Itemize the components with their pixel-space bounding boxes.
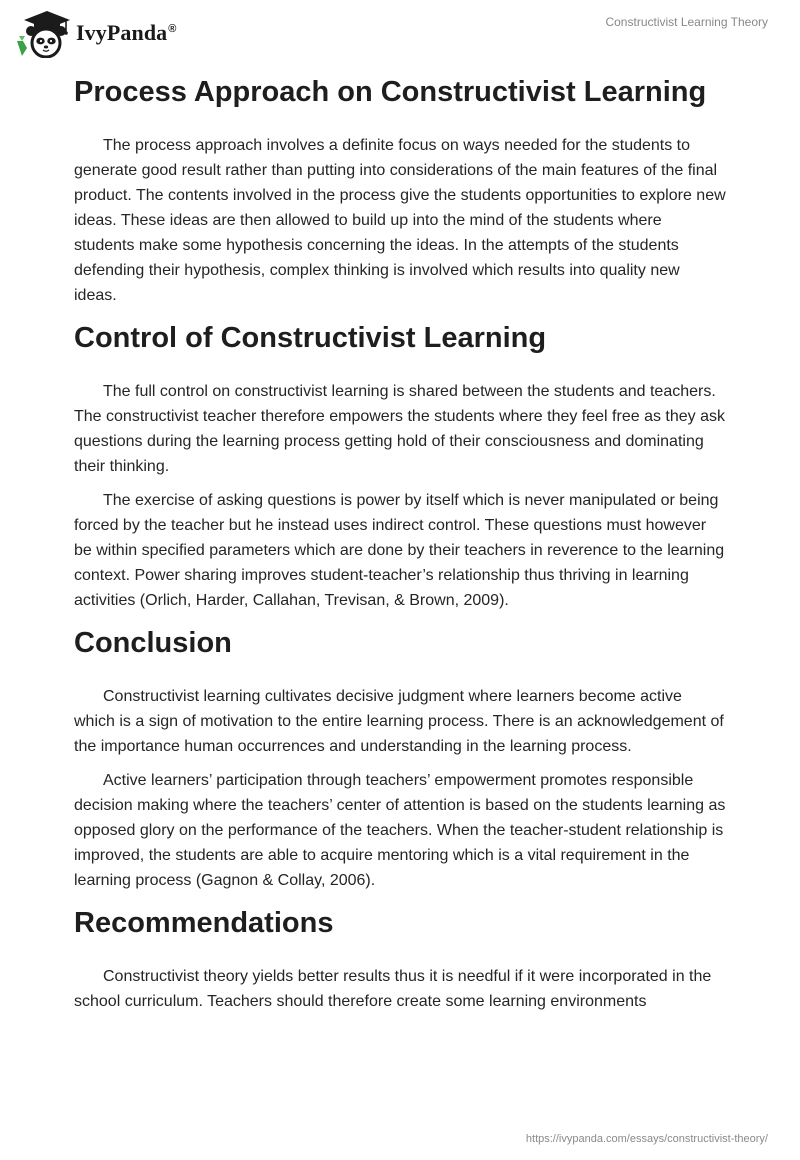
paragraph: Constructivist theory yields better results thus it is needful if it were incorporated in the school curriculum. Teachers should therefore create some learning environments [74,968,712,1010]
section-heading: Control of Constructivist Learning [74,322,547,354]
section-heading: Process Approach on Constructivist Learning [74,76,707,108]
paragraph: The exercise of asking questions is power by itself which is never manipulated or being forced by the teacher but he instead uses indirect control. These questions must however be within specified parameters which are done by their teachers in reverence to the learning context. Power sharing improves student-teacher’s relationship thus thriving in learning activities (Orlich, Harder, Callahan, Trevisan, & Brown, 2009). [74,492,725,609]
section-heading: Recommendations [74,907,334,939]
registered-mark: ® [168,22,177,35]
page-header [0,0,800,70]
section-heading: Conclusion [74,627,232,659]
running-title: Constructivist Learning Theory [605,15,768,29]
paragraph: Active learners’ participation through teachers’ empowerment promotes responsible decision making where the teachers’ center of attention is based on the students learning as opposed glory on the performance of the teachers. When the teacher-student relationship is improved, the students are able to acquire mentoring which is a vital requirement in the learning process (Gagnon & Collay, 2006). [74,772,726,889]
paragraph: The full control on constructivist learning is shared between the students and teachers. The constructivist teacher therefore empowers the students where they feel free as they ask questions during the learning process getting hold of their consciousness and dominating their thinking. [74,383,725,475]
essay-content [74,70,726,1023]
paragraph: Constructivist learning cultivates decisive judgment where learners become active which is a sign of motivation to the entire learning process. There is an acknowledgement of the importance human occurrences and understanding in the learning process. [74,688,724,755]
brand-logo[interactable] [14,8,177,58]
paragraph: The process approach involves a definite focus on ways needed for the students to generate good result rather than putting into considerations of the main features of the final product. The contents involved in the process give the students opportunities to explore new ideas. These ideas are then allowed to build up into the mind of the students where students make some hypothesis concerning the ideas. In the attempts of the students defending their hypothesis, complex thinking is involved which results into quality new ideas. [74,137,726,304]
brand-name: IvyPanda® [76,20,177,45]
panda-logo-icon [14,8,70,58]
source-url-link[interactable]: https://ivypanda.com/essays/constructivist-theory/ [525,1133,768,1145]
